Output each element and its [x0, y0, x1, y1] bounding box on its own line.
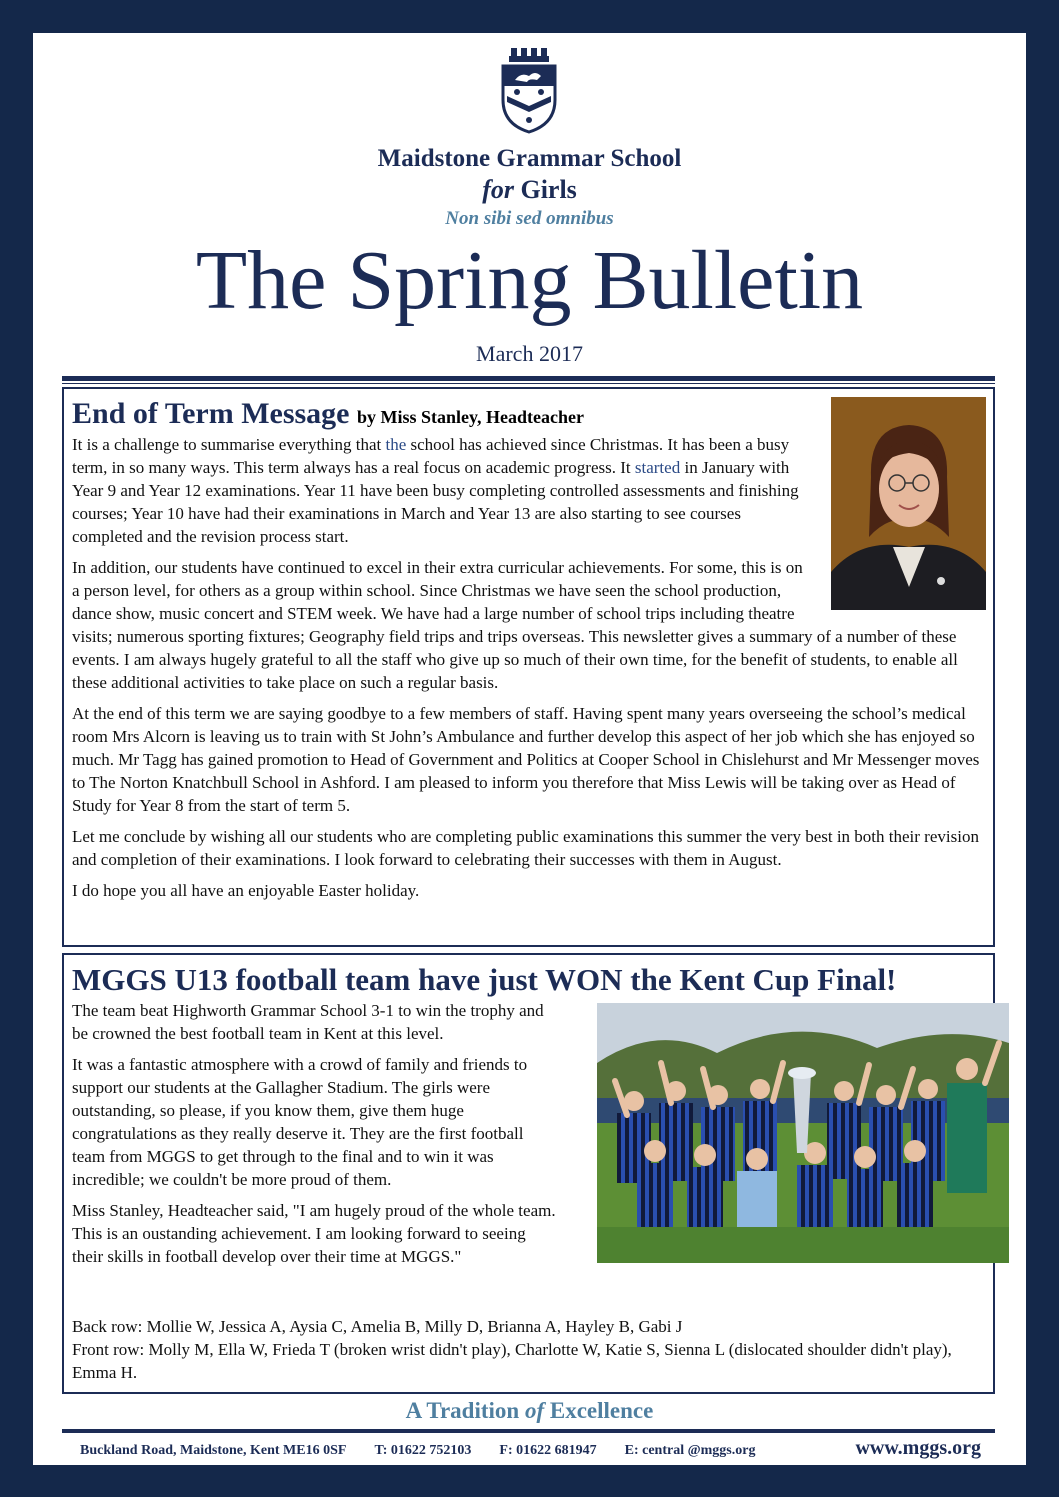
article-byline: by Miss Stanley, Headteacher [357, 407, 584, 427]
school-subtitle [33, 175, 1026, 205]
article-body [72, 999, 557, 1276]
header-divider [62, 376, 995, 381]
end-of-term-article [62, 387, 995, 947]
tradition-slogan-text: A Tradition [405, 1398, 525, 1423]
school-subtitle-rest: Girls [513, 175, 577, 204]
photo-spacer [814, 433, 984, 611]
school-name: Maidstone Grammar School [377, 145, 682, 172]
contact-footer [62, 1436, 995, 1463]
newsletter-page [33, 33, 1026, 1465]
football-article [62, 953, 995, 1394]
article-paragraph: It was a fantastic atmosphere with a crowd of family and friends to support our students at the Gallagher Stadium. The girls were outstanding, so please, if you know them, give them huge congratulations as they really deserve it. They are the first football team from MGGS to get through to the final and to win it was incredible; we couldn't be more proud of them. [72, 1055, 528, 1189]
footer-address: Buckland Road, Maidstone, Kent ME16 0SF [80, 1443, 347, 1458]
school-motto: Non sibi sed omnibus [445, 208, 614, 229]
article-body [72, 433, 984, 910]
school-subtitle-italic: for [482, 175, 514, 204]
article-paragraph: Miss Stanley, Headteacher said, "I am hugely proud of the whole team. This is an oustanding achievement. I am looking forward to seeing their skills in football develop over their time at MGGS." [72, 1201, 556, 1266]
article-paragraph: Let me conclude by wishing all our students who are completing public examinations this summer the very best in both their revision and completion of their examinations. I look forward to celebrating their successes with them in August. [72, 827, 979, 869]
footer-divider [62, 1429, 995, 1433]
article-paragraph: I do hope you all have an enjoyable Easter holiday. [72, 881, 420, 900]
school-crest-icon [499, 44, 559, 134]
footer-website-link[interactable]: www.mggs.org [855, 1437, 981, 1459]
article-paragraph: At the end of this term we are saying goodbye to a few members of staff. Having spent many years overseeing the school’s medical room Mrs Alcorn is leaving us to train with St John’s Ambulance and further develop this aspect of her job which she has enjoyed so much. Mr Tagg has gained promotion to Head of Government and Politics at Cooper School in Chislehurst and Mr Messenger moves to The Norton Knatchbull School in Ashford. I am pleased to inform you therefore that Miss Lewis will be taking over as Head of Study for Year 8 from the start of term 5. [72, 704, 980, 815]
tradition-slogan [33, 1397, 1026, 1425]
bulletin-title: The Spring Bulletin [195, 234, 864, 327]
roster-back-row: Back row: Mollie W, Jessica A, Aysia C, Amelia B, Milly D, Brianna A, Hayley B, Gabi J [72, 1317, 683, 1336]
header-divider-thin [62, 383, 995, 384]
article-paragraph-text: the [385, 435, 407, 454]
article-paragraph: In addition, our students have continued to excel in their extra curricular achievements. For some, this is on a person level, for others as a group within school. Since Christmas we have seen the school production, dance show, music concert and STEM week. We have had a large number of school trips including theatre visits; numerous sporting fixtures; Geography field trips and trips overseas. This newsletter gives a summary of a number of these events. I am always hugely grateful to all the staff who give up so much of their own time, for the benefit of students, to enable all these additional activities to take place on such a regular basis. [72, 558, 958, 692]
team-roster [72, 1315, 984, 1384]
footer-phone: T: 01622 752103 [374, 1443, 472, 1458]
article-paragraph-text: school has achieved since Christmas. It has been a busy term, in so many ways. This term always has a real focus on academic progress. It [72, 435, 790, 477]
article-paragraph-text: in January with Year 9 and Year 12 examinations. Year 11 have been busy completing controlled assessments and finishing courses; Year 10 have had their examinations in March and Year 13 are also starting to see courses completed and the revision process start. [72, 458, 799, 546]
tradition-slogan-italic: of [524, 1398, 545, 1423]
team-celebration-icon [597, 1003, 1009, 1263]
article-heading: MGGS U13 football team have just WON the Kent Cup Final! [72, 962, 897, 997]
article-paragraph-text: It is a challenge to summarise everything that [72, 435, 386, 454]
article-heading [72, 397, 584, 434]
football-team-photo [597, 1003, 1009, 1263]
tradition-slogan-text: Excellence [544, 1398, 654, 1423]
footer-fax: F: 01622 681947 [499, 1443, 597, 1458]
article-paragraph: The team beat Highworth Grammar School 3-1 to win the trophy and be crowned the best football team in Kent at this level. [72, 1001, 544, 1043]
article-heading-text: End of Term Message [72, 397, 350, 430]
bulletin-date: March 2017 [476, 341, 583, 366]
article-paragraph-text: started [634, 458, 681, 477]
footer-email: E: central @mggs.org [624, 1443, 756, 1458]
roster-front-row: Front row: Molly M, Ella W, Frieda T (broken wrist didn't play), Charlotte W, Katie S, Sienna L (dislocated shoulder didn't play), Emma H. [72, 1340, 952, 1382]
